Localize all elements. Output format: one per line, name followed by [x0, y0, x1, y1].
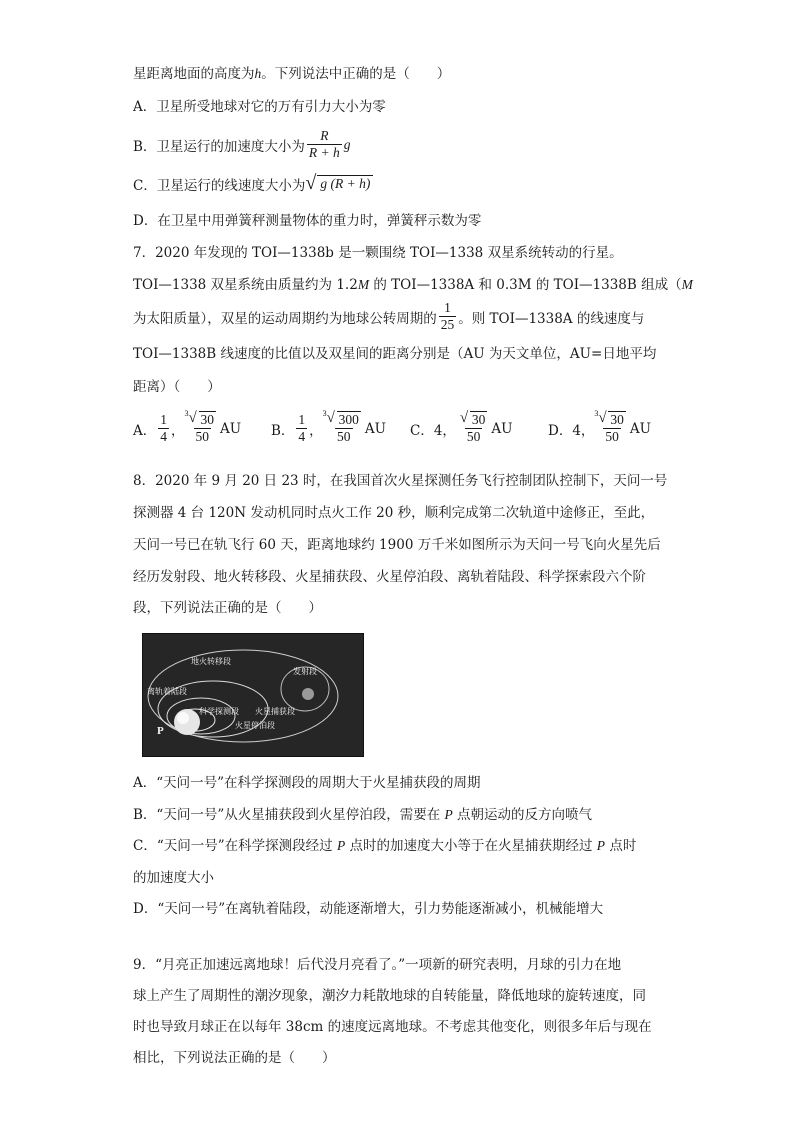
mars-orbit-figure: [142, 633, 364, 757]
question-6-stem-tail: 星距离地面的高度为h。下列说法中正确的是（ ）: [133, 66, 451, 82]
q8-line-1: 8．2020 年 9 月 20 日 23 时，在我国首次火星探测任务飞行控制团队控制下，天问一号: [133, 473, 668, 489]
q7-line-5: 距离）（ ）: [133, 379, 221, 395]
q6-option-b: B．卫星运行的加速度大小为 $\frac{R}{R + h}$ g: [133, 128, 351, 160]
q8-option-d: D．“天问一号”在离轨着陆段，动能逐渐增大，引力势能逐渐减小，机械能增大: [133, 901, 604, 917]
q8-line-3: 天问一号已在轨飞行 60 天，距离地球约 1900 万千米如图所示为天问一号飞向火星先后: [133, 537, 661, 553]
q8-option-c: C．“天问一号”在科学探测段经过 P 点时的加速度大小等于在火星捕获期经过 P 点时: [133, 838, 637, 854]
q8-option-a: A．“天问一号”在科学探测段的周期大于火星捕获段的周期: [133, 775, 481, 791]
q9-line-4: 相比，下列说法正确的是（ ）: [133, 1050, 336, 1066]
q7-fraction: $\frac{1}{25}$: [440, 300, 455, 332]
q6-option-c: C．卫星运行的线速度大小为 √ g (R + h): [133, 174, 373, 194]
mars-orbit-diagram: [143, 634, 363, 756]
q7-option-a: A． $\frac{1}{4}$ ， √ 3 30 50 AU: [133, 412, 241, 445]
q6-c-radical: √ g (R + h): [305, 176, 373, 192]
q8-option-c-cont: 的加速度大小: [133, 870, 214, 886]
q9-line-2: 球上产生了周期性的潮汐现象，潮汐力耗散地球的自转能量，降低地球的旋转速度，同: [133, 988, 646, 1004]
label-launch: 发射段: [293, 667, 317, 676]
q7-option-b: B． $\frac{1}{4}$ ， √ 3 300 50 AU: [271, 412, 386, 445]
label-transfer: 地火转移段: [191, 657, 231, 666]
q7-line-2: TOI—1338 双星系统由质量约为 1.2M 的 TOI—1338A 和 0.3M 的 TOI—1338B 组成（M: [133, 277, 693, 293]
q9-line-1: 9．“月亮正加速远离地球！后代没月亮看了。”一项新的研究表明，月球的引力在地: [133, 957, 622, 973]
q7-option-d: D．4， √ 3 30 50 AU: [548, 412, 651, 445]
q8-line-2: 探测器 4 台 120N 发动机同时点火工作 20 秒，顺利完成第二次轨道中途修正，至此，: [133, 505, 655, 521]
label-parking: 火星停泊段: [235, 721, 275, 730]
label-capture: 火星捕获段: [255, 707, 295, 716]
q7-line-1: 7．2020 年发现的 TOI—1338b 是一颗围绕 TOI—1338 双星系统转动的行星。: [133, 245, 623, 261]
label-p: P: [157, 725, 164, 737]
earth-icon: [302, 688, 314, 700]
q7-option-c: C．4， √ $\frac{30}{50}$ AU: [410, 412, 513, 445]
q7-line-3: 为太阳质量），双星的运动周期约为地球公转周期的 $\frac{1}{25}$ 。则 TOI—1338A 的线速度与: [133, 300, 645, 332]
q8-option-b: B．“天问一号”从火星捕获段到火星停泊段，需要在 P 点朝运动的反方向喷气: [133, 807, 593, 823]
q8-line-4: 经历发射段、地火转移段、火星捕获段、火星停泊段、离轨着陆段、科学探索段六个阶: [133, 569, 646, 585]
q7-line-4: TOI—1338B 线速度的比值以及双星间的距离分别是（AU 为天文单位，AU=日地平均: [133, 346, 657, 362]
q6-option-d: D．在卫星中用弹簧秤测量物体的重力时，弹簧秤示数为零: [133, 213, 482, 229]
q8-line-5: 段，下列说法正确的是（ ）: [133, 600, 322, 616]
label-deorbit: 离轨着陆段: [147, 687, 187, 696]
q6-b-fraction: $\frac{R}{R + h}$: [308, 128, 340, 160]
label-science: 科学探测段: [199, 707, 239, 716]
q9-line-3: 时也导致月球正在以每年 38cm 的速度远离地球。不考虑其他变化，则很多年后与现在: [133, 1019, 652, 1035]
q6-option-a: A．卫星所受地球对它的万有引力大小为零: [133, 99, 386, 115]
